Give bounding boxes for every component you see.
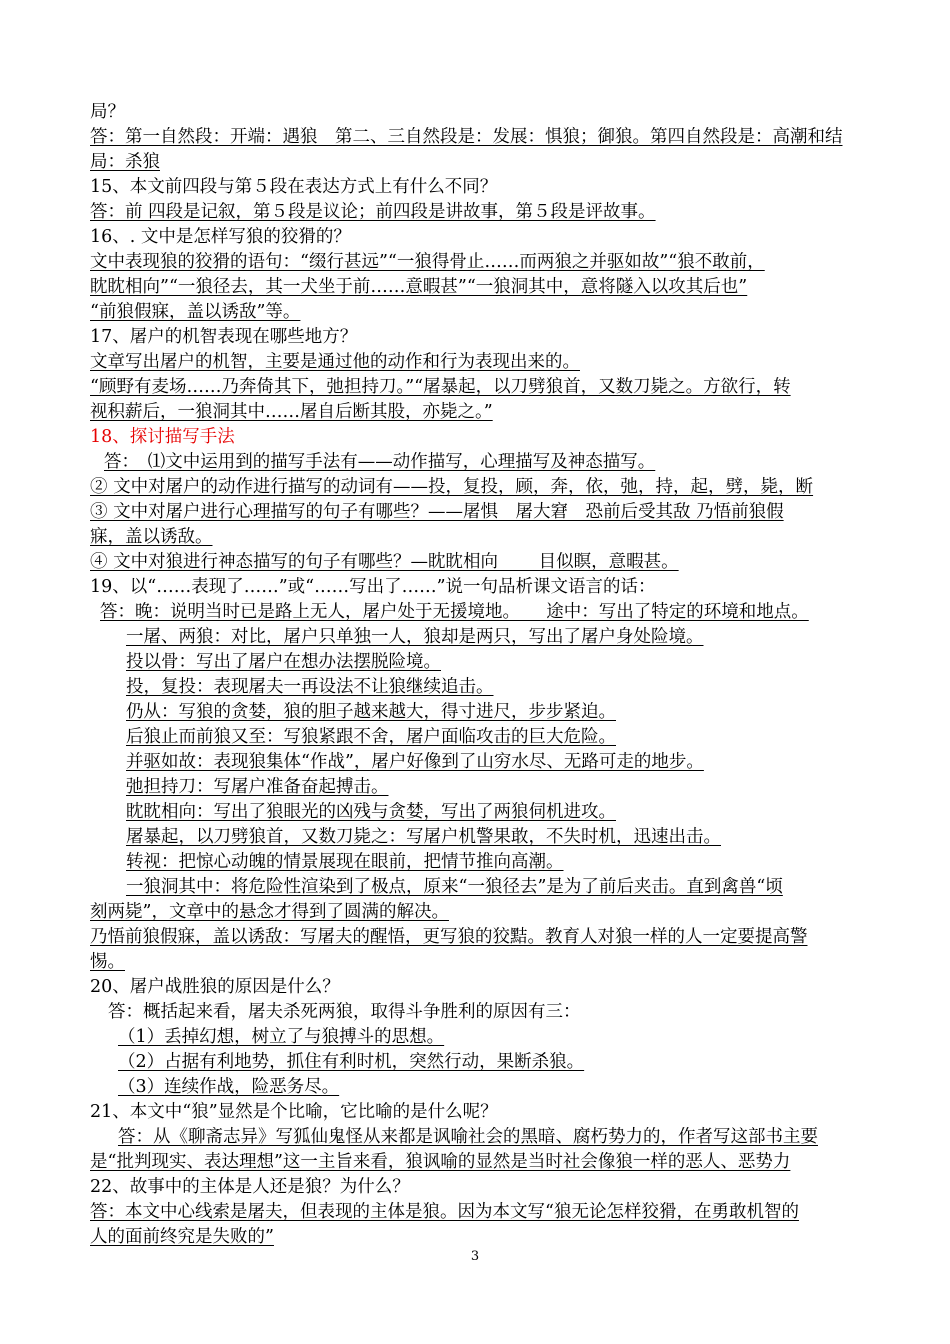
question-16: 16、. 文中是怎样写狼的狡猾的？ (90, 227, 351, 247)
answer-line (90, 875, 880, 900)
answer-line: 答：晚：说明当时已是路上无人，屠户处于无援境地。 途中：写出了特定的环境和地点。 (100, 602, 809, 622)
answer-line: 文中表现狼的狡猾的语句：“缀行甚远”“一狼得骨止……而两狼之并驱如故”“狼不敢前， (90, 252, 765, 272)
answer-text: 弛担持刀：写屠户准备奋起搏击。 (126, 777, 389, 797)
answer-line (90, 700, 880, 725)
answer-line (90, 850, 880, 875)
answer-line (90, 1050, 880, 1075)
answer-text: 仍从：写狼的贪婪，狼的胆子越来越大，得寸进尺，步步紧迫。 (126, 702, 616, 722)
answer-line: 文章写出屠户的机智，主要是通过他的动作和行为表现出来的。 (90, 352, 580, 372)
question-22: 22、故事中的主体是人还是狼？为什么？ (90, 1177, 410, 1197)
answer-line: 是“批判现实、表达理想”这一主旨来看，狼讽喻的显然是当时社会像狼一样的恶人、恶势力 (90, 1152, 791, 1172)
answer-text: （1）丢掉幻想，树立了与狼搏斗的思想。 (118, 1027, 445, 1047)
answer-line: 答：本文中心线索是屠夫，但表现的主体是狼。因为本文写“狼无论怎样狡猾，在勇敢机智的 (90, 1202, 799, 1222)
answer-line (90, 725, 880, 750)
answer-line: 局：杀狼 (90, 152, 160, 172)
answer-line (90, 775, 880, 800)
answer-line: “前狼假寐，盖以诱敌”等。 (90, 302, 301, 322)
answer-line: 刻两毙”，文章中的悬念才得到了圆满的解决。 (90, 902, 449, 922)
page-number: 3 (470, 1249, 480, 1264)
answer-line (90, 650, 880, 675)
answer-text: 投，复投：表现屠夫一再设法不让狼继续追击。 (126, 677, 494, 697)
answer-text: 投以骨：写出了屠户在想办法摆脱险境。 (126, 652, 441, 672)
answer-line: 人的面前终究是失败的” (90, 1227, 274, 1247)
answer-text: （3）连续作战，险恶务尽。 (118, 1077, 340, 1097)
answer-line: 答：从《聊斋志异》写狐仙鬼怪从来都是讽喻社会的黑暗、腐朽势力的，作者写这部书主要 (118, 1127, 818, 1147)
answer-line (90, 1025, 880, 1050)
text-line: 答：概括起来看，屠夫杀死两狼，取得斗争胜利的原因有三： (108, 1002, 581, 1022)
answer-line (90, 800, 880, 825)
question-19: 19、以“……表现了……”或“……写出了……”说一句品析课文语言的话： (90, 577, 656, 597)
answer-text: 一狼洞其中：将危险性渲染到了极点，原来“一狼径去”是为了前后夹击。直到禽兽“顷 (126, 877, 783, 897)
text-line: 局？ (90, 102, 125, 122)
question-17: 17、屠户的机智表现在哪些地方？ (90, 327, 358, 347)
answer-line: ③ 文中对屠户进行心理描写的句子有哪些？——屠惧 屠大窘 恐前后受其敌 乃悟前狼假 (90, 502, 784, 522)
section-heading-18: 18、探讨描写手法 (90, 427, 235, 447)
answer-line: 答：前 四段是记叙，第５段是议论；前四段是讲故事，第５段是评故事。 (90, 202, 656, 222)
answer-line (90, 750, 880, 775)
answer-line: 寐，盖以诱敌。 (90, 527, 213, 547)
answer-text: 眈眈相向：写出了狼眼光的凶残与贪婪，写出了两狼伺机进攻。 (126, 802, 616, 822)
answer-text: 转视：把惊心动魄的情景展现在眼前，把情节推向高潮。 (126, 852, 564, 872)
answer-line: ② 文中对屠户的动作进行描写的动词有——投，复投，顾，奔，依，弛，持，起，劈，毙，断 (90, 477, 814, 497)
answer-line: 答：第一自然段：开端：遇狼 第二、三自然段是：发展：惧狼；御狼。第四自然段是：高潮和结 (90, 127, 843, 147)
answer-text: 屠暴起，以刀劈狼首，又数刀毙之：写屠户机警果敢，不失时机，迅速出击。 (126, 827, 721, 847)
answer-text: 一屠、两狼：对比，屠户只单独一人，狼却是两只，写出了屠户身处险境。 (126, 627, 704, 647)
question-21: 21、本文中“狼”显然是个比喻，它比喻的是什么呢？ (90, 1102, 498, 1122)
answer-line: 乃悟前狼假寐，盖以诱敌：写屠夫的醒悟，更写狼的狡黠。教育人对狼一样的人一定要提高警 (90, 927, 808, 947)
answer-line: 惕。 (90, 952, 125, 972)
question-20: 20、屠户战胜狼的原因是什么？ (90, 977, 340, 997)
answer-text: 后狼止而前狼又至：写狼紧跟不舍，屠户面临攻击的巨大危险。 (126, 727, 616, 747)
answer-line: 眈眈相向”“一狼径去，其一犬坐于前……意暇甚”“一狼洞其中，意将隧入以攻其后也” (90, 277, 748, 297)
answer-line: “顾野有麦场……乃奔倚其下，弛担持刀。”“屠暴起，以刀劈狼首，又数刀毙之。方欲行，转 (90, 377, 791, 397)
answer-line (90, 1075, 880, 1100)
question-15: 15、本文前四段与第５段在表达方式上有什么不同？ (90, 177, 498, 197)
answer-text: 并驱如故：表现狼集体“作战”，屠户好像到了山穷水尽、无路可走的地步。 (126, 752, 704, 772)
answer-line (90, 675, 880, 700)
answer-text: （2）占据有利地势，抓住有利时机，突然行动，果断杀狼。 (118, 1052, 585, 1072)
answer-line: ④ 文中对狼进行神态描写的句子有哪些？—眈眈相向 目似瞑，意暇甚。 (90, 552, 679, 572)
answer-line (90, 825, 880, 850)
answer-line: 视积薪后，一狼洞其中……屠自后断其股，亦毙之。” (90, 402, 493, 422)
answer-line (90, 625, 880, 650)
answer-line: 答： ⑴文中运用到的描写手法有——动作描写，心理描写及神态描写。 (104, 452, 656, 472)
